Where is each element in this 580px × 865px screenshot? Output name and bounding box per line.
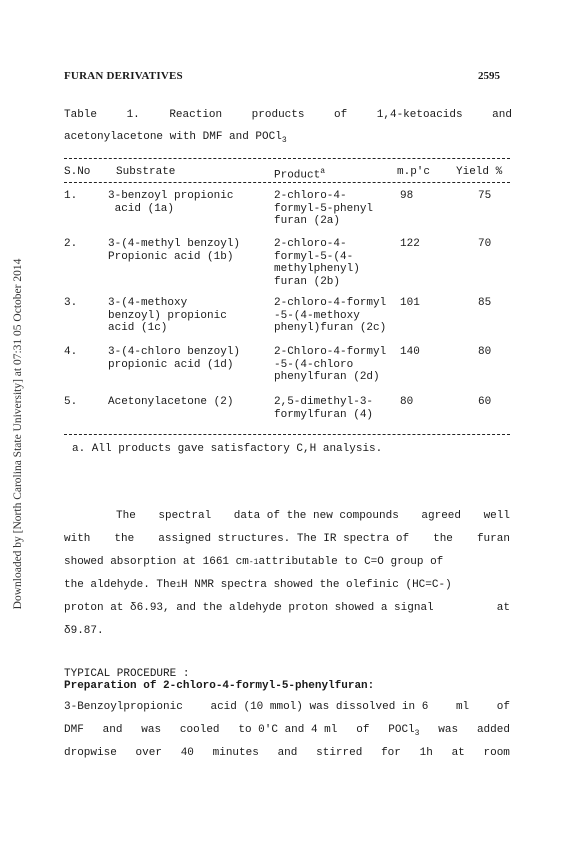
text: the aldehyde. The [64, 579, 177, 591]
procedure-paragraph [64, 696, 510, 765]
col-mp: m.p'c [397, 166, 431, 178]
cell-line: -5-(4-methoxy [274, 309, 360, 322]
cell-line: 3-(4-methoxy [108, 297, 188, 309]
word: the [433, 533, 453, 545]
cell-line: 3-benzoyl propionic [108, 190, 234, 202]
word: with [64, 533, 91, 545]
caption-word: of [334, 109, 348, 121]
word: The [116, 510, 136, 522]
cell-line: 2-Chloro-4-formyl [274, 346, 387, 358]
cell-product [274, 190, 373, 228]
cell-line: acid (1c) [108, 322, 168, 334]
paragraph-line [64, 696, 510, 719]
cell-line: 2,5-dimethyl-3- [274, 396, 374, 408]
paragraph-line [64, 742, 510, 765]
cell-line: phenylfuran (2d) [274, 371, 380, 383]
text: δ9.87. [64, 625, 104, 637]
page-number: 2595 [478, 70, 500, 82]
cell-line: Acetonylacetone (2) [108, 396, 234, 408]
table-header-rule [64, 182, 510, 183]
paragraph-line [64, 620, 510, 643]
paragraph-line [64, 528, 510, 551]
cell-line: acid (1a) [108, 202, 175, 215]
table-top-rule [64, 158, 510, 159]
caption-word: Table [64, 109, 98, 121]
cell-substrate [108, 190, 233, 215]
cell-substrate [108, 238, 240, 263]
text: attributable to C=O group of [258, 556, 444, 568]
cell-line: 3-(4-chloro benzoyl) [108, 346, 241, 358]
cell-line: methylphenyl) [274, 263, 360, 275]
cell-sno: 1. [64, 190, 78, 202]
formula-text: POCl [388, 724, 415, 736]
body-paragraph [64, 505, 510, 643]
col-sno: S.No [64, 166, 91, 178]
running-title: FURAN DERIVATIVES [64, 70, 183, 82]
cell-product [274, 396, 373, 421]
cell-line: formyl-5-phenyl [274, 202, 374, 215]
word: stirred [316, 747, 363, 759]
col-product-label: Product [274, 169, 321, 182]
paragraph-line [64, 597, 510, 620]
cell-line: 2-chloro-4- [274, 238, 347, 250]
cell-substrate [108, 297, 227, 335]
text: H NMR spectra showed the olefinic (HC=C-) [181, 579, 452, 591]
caption-word: 1,4-ketoacids [376, 109, 463, 121]
cell-substrate [108, 346, 240, 371]
caption-word: and [492, 109, 512, 121]
table-caption [64, 104, 512, 152]
download-watermark: Downloaded by [North Carolina State University] at 07:31 05 October 2014 [12, 258, 24, 610]
col-yield: Yield % [456, 166, 503, 178]
paragraph-line [64, 719, 510, 742]
word: well [483, 510, 510, 522]
paragraph-line [64, 505, 510, 528]
word: DMF [64, 724, 84, 736]
word: spectral [158, 510, 212, 522]
caption-word: products [251, 109, 305, 121]
formula [388, 719, 419, 742]
cell-mp: 122 [400, 238, 420, 250]
paragraph-line [64, 574, 510, 597]
cell-substrate [108, 396, 233, 409]
cell-sno: 5. [64, 396, 78, 408]
cell-yield: 85 [478, 297, 492, 309]
cell-line: 3-(4-methyl benzoyl) [108, 238, 241, 250]
caption-line-2 [64, 126, 512, 152]
procedure-heading-block [64, 668, 374, 692]
word: room [483, 747, 510, 759]
word: assigned structures. The IR spectra of [158, 533, 410, 545]
cell-line: 2-chloro-4- [274, 190, 347, 202]
text: showed absorption at 1661 cm [64, 556, 249, 568]
cell-line: formyl-5-(4- [274, 250, 354, 263]
word: furan [476, 533, 510, 545]
word: minutes [212, 747, 259, 759]
paragraph-line [64, 551, 510, 574]
word: cooled [179, 724, 220, 736]
word: was [438, 724, 459, 736]
cell-product [274, 346, 386, 384]
cell-line: benzoyl) propionic [108, 309, 227, 322]
cell-mp: 101 [400, 297, 420, 309]
word: ml [455, 701, 470, 713]
caption-subscript: 3 [281, 136, 287, 146]
word: added [476, 724, 510, 736]
col-product-footnote-mark: a [320, 167, 326, 176]
table-header [64, 165, 510, 182]
text: acid (10 mmol) was dissolved in 6 [210, 701, 429, 713]
table-bottom-rule [64, 434, 510, 435]
cell-product [274, 238, 360, 288]
col-product [274, 166, 325, 182]
cell-yield: 70 [478, 238, 492, 250]
cell-sno: 4. [64, 346, 78, 358]
word: data of the new compounds [233, 510, 399, 522]
word: and [102, 724, 123, 736]
cell-sno: 3. [64, 297, 78, 309]
cell-line: formylfuran (4) [274, 408, 374, 421]
word: 3-Benzoylpropionic [64, 701, 183, 713]
cell-yield: 75 [478, 190, 492, 202]
word: of [356, 724, 370, 736]
cell-mp: 98 [400, 190, 414, 202]
cell-line: furan (2a) [274, 215, 341, 227]
cell-product [274, 297, 386, 335]
word: at [451, 747, 465, 759]
cell-line: Propionic acid (1b) [108, 250, 234, 263]
caption-word: 1. [126, 109, 140, 121]
cell-line: -5-(4-chloro [274, 358, 354, 371]
section-heading: TYPICAL PROCEDURE : [64, 668, 190, 680]
word: for [381, 747, 401, 759]
word: dropwise [64, 747, 117, 759]
section-subheading: Preparation of 2-chloro-4-formyl-5-phenylfuran: [64, 680, 375, 692]
cell-line: propionic acid (1d) [108, 358, 234, 371]
word: over [135, 747, 162, 759]
word: of [496, 701, 510, 713]
text: proton at δ6.93, and the aldehyde proton showed a signal [64, 602, 434, 614]
subscript: 3 [414, 729, 420, 739]
word: 1h [419, 747, 433, 759]
superscript: 1 [176, 581, 182, 590]
cell-line: 2-chloro-4-formyl [274, 297, 387, 309]
cell-yield: 80 [478, 346, 492, 358]
word: the [114, 533, 135, 545]
cell-sno: 2. [64, 238, 78, 250]
col-substrate: Substrate [116, 166, 176, 178]
word: was [141, 724, 162, 736]
caption-word: Reaction [169, 109, 223, 121]
cell-yield: 60 [478, 396, 492, 408]
cell-line: furan (2b) [274, 275, 341, 288]
word: at [496, 602, 510, 614]
superscript: -1 [248, 558, 259, 567]
caption-line-1 [64, 104, 512, 126]
word: 40 [180, 747, 194, 759]
cell-mp: 140 [400, 346, 420, 358]
text: to 0ʹC and 4 ml [238, 724, 338, 736]
caption-text: acetonylacetone with DMF and POCl [64, 131, 282, 143]
table-footnote: a. All products gave satisfactory C,H analysis. [72, 443, 383, 455]
cell-mp: 80 [400, 396, 414, 408]
word: and [277, 747, 298, 759]
word: agreed [421, 510, 461, 522]
cell-line: phenyl)furan (2c) [274, 322, 387, 334]
